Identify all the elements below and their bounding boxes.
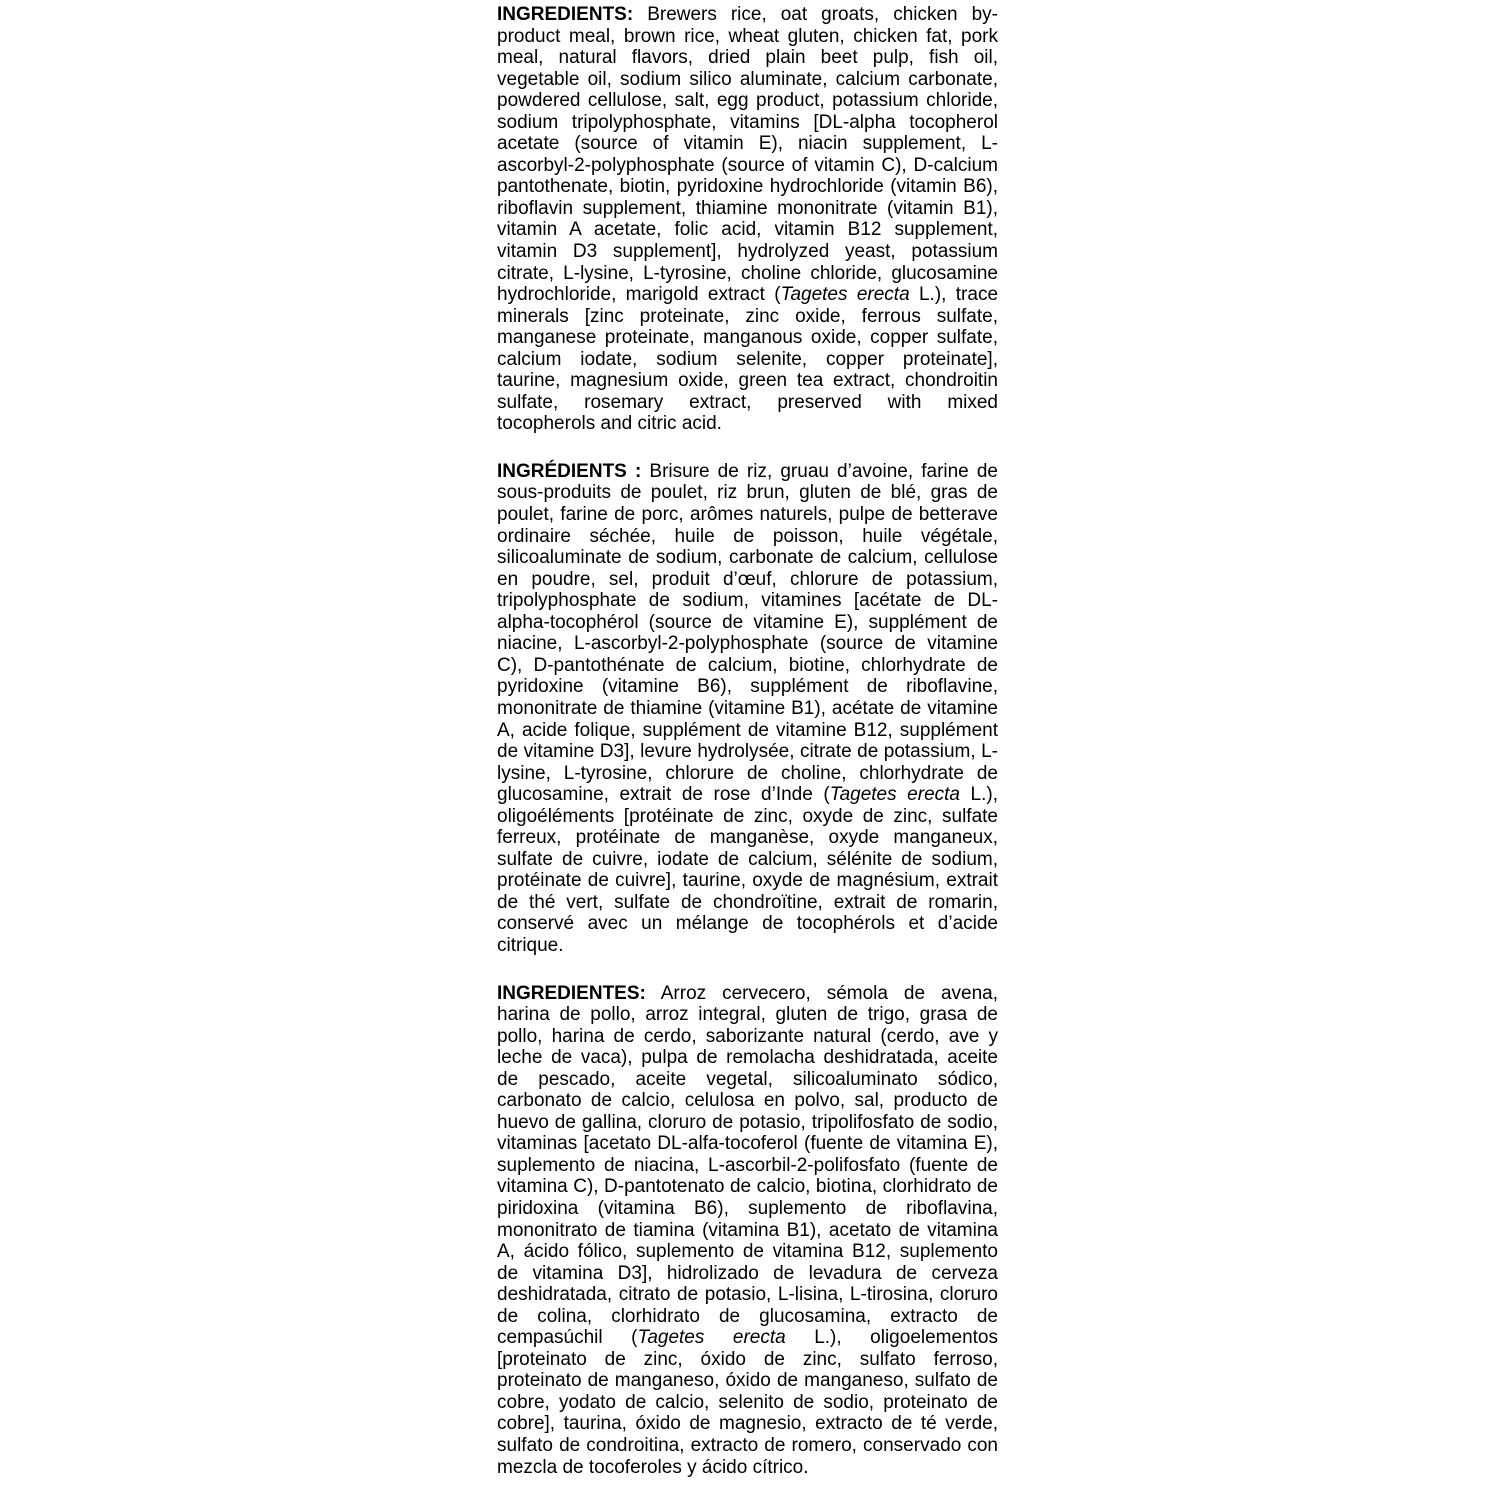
ingredients-heading-spanish: INGREDIENTES: — [497, 982, 646, 1004]
ingredients-body-spanish: Arroz cervecero, sémola de avena, harina de pollo, arroz integral, gluten de trigo, grasa de pollo, harina de cerdo, saborizante natural (cerdo, ave y leche de vaca), pulpa de remolacha deshidratada, aceite de pescado, aceite vegetal, silicoaluminato sódico, carbonato de calcio, celulosa en polvo, sal, producto de huevo de gallina, cloruro de potasio, tripolifosfato de sodio, vitaminas [acetato DL-alfa-tocoferol (fuente de vitamina E), suplemento de niacina, L-ascorbil-2-polifosfato (fuente de vitamina C), D-pantotenato de calcio, biotina, clorhidrato de piridoxina (vitamina B6), suplemento de riboflavina, mononitrato de tiamina (vitamina B1), acetato de vitamina A, ácido fólico, suplemento de vitamina B12, suplemento de vitamina D3], hidrolizado de levadura de cerveza deshidratada, citrato de potasio, L-lisina, L-tirosina, cloruro de colina, clorhidrato de glucosamina, extracto de cempasúchil ( — [497, 982, 999, 1349]
ingredients-section-french — [497, 461, 998, 957]
ingredients-body-french-continued: L.), oligoéléments [protéinate de zinc, oxyde de zinc, sulfate ferreux, protéinate de manganèse, oxyde manganeux, sulfate de cuivre, iodate de calcium, sélénite de sodium, protéinate de cuivre], taurine, oxyde de magnésium, extrait de thé vert, sulfate de chondroïtine, extrait de romarin, conservé avec un mélange de tocophérols et d’acide citrique. — [497, 784, 998, 956]
ingredients-body-spanish-continued: L.), oligoelementos [proteinato de zinc, óxido de zinc, sulfato ferroso, proteinato de manganeso, óxido de manganeso, sulfato de cobre, yodato de calcio, selenito de sodio, proteinato de cobre], taurina, óxido de magnesio, extracto de té verde, sulfato de condroitina, extracto de romero, conservado con mezcla de tocoferoles y ácido cítrico. — [497, 1327, 998, 1478]
ingredients-section-spanish — [497, 983, 998, 1479]
ingredients-label — [497, 4, 998, 1478]
ingredients-body-english: Brewers rice, oat groats, chicken by-product meal, brown rice, wheat gluten, chicken fat, pork meal, natural flavors, dried plain beet pulp, fish oil, vegetable oil, sodium silico aluminate, calcium carbonate, powdered cellulose, salt, egg product, potassium chloride, sodium tripolyphosphate, vitamins [DL-alpha tocopherol acetate (source of vitamin E), niacin supplement, L-ascorbyl-2-polyphosphate (source of vitamin C), D-calcium pantothenate, biotin, pyridoxine hydrochloride (vitamin B6), riboflavin supplement, thiamine mononitrate (vitamin B1), vitamin A acetate, folic acid, vitamin B12 supplement, vitamin D3 supplement], hydrolyzed yeast, potassium citrate, L-lysine, L-tyrosine, choline chloride, glucosamine hydrochloride, marigold extract ( — [497, 4, 999, 306]
ingredients-heading-french: INGRÉDIENTS : — [497, 460, 642, 482]
ingredients-body-english-continued: L.), trace minerals [zinc proteinate, zinc oxide, ferrous sulfate, manganese proteinate, manganous oxide, copper sulfate, calcium iodate, sodium selenite, copper proteinate], taurine, magnesium oxide, green tea extract, chondroitin sulfate, rosemary extract, preserved with mixed tocopherols and citric acid. — [497, 284, 999, 435]
latin-species-name: Tagetes erecta — [780, 284, 910, 306]
latin-species-name: Tagetes erecta — [637, 1327, 786, 1349]
latin-species-name: Tagetes erecta — [829, 784, 960, 806]
ingredients-section-english — [497, 4, 998, 435]
ingredients-body-french: Brisure de riz, gruau d’avoine, farine de sous-produits de poulet, riz brun, gluten de blé, gras de poulet, farine de porc, arômes naturels, pulpe de betterave ordinaire séchée, huile de poisson, huile végétale, silicoaluminate de sodium, carbonate de calcium, cellulose en poudre, sel, produit d’œuf, chlorure de potassium, tripolyphosphate de sodium, vitamines [acétate de DL-alpha-tocophérol (source de vitamine E), supplément de niacine, L-ascorbyl-2-polyphosphate (source de vitamine C), D-pantothénate de calcium, biotine, chlorhydrate de pyridoxine (vitamine B6), supplément de riboflavine, mononitrate de thiamine (vitamine B1), acétate de vitamine A, acide folique, supplément de vitamine B12, supplément de vitamine D3], levure hydrolysée, citrate de potassium, L-lysine, L-tyrosine, chlorure de choline, chlorhydrate de glucosamine, extrait de rose d’Inde ( — [497, 460, 998, 806]
ingredients-heading-english: INGREDIENTS: — [497, 4, 634, 25]
